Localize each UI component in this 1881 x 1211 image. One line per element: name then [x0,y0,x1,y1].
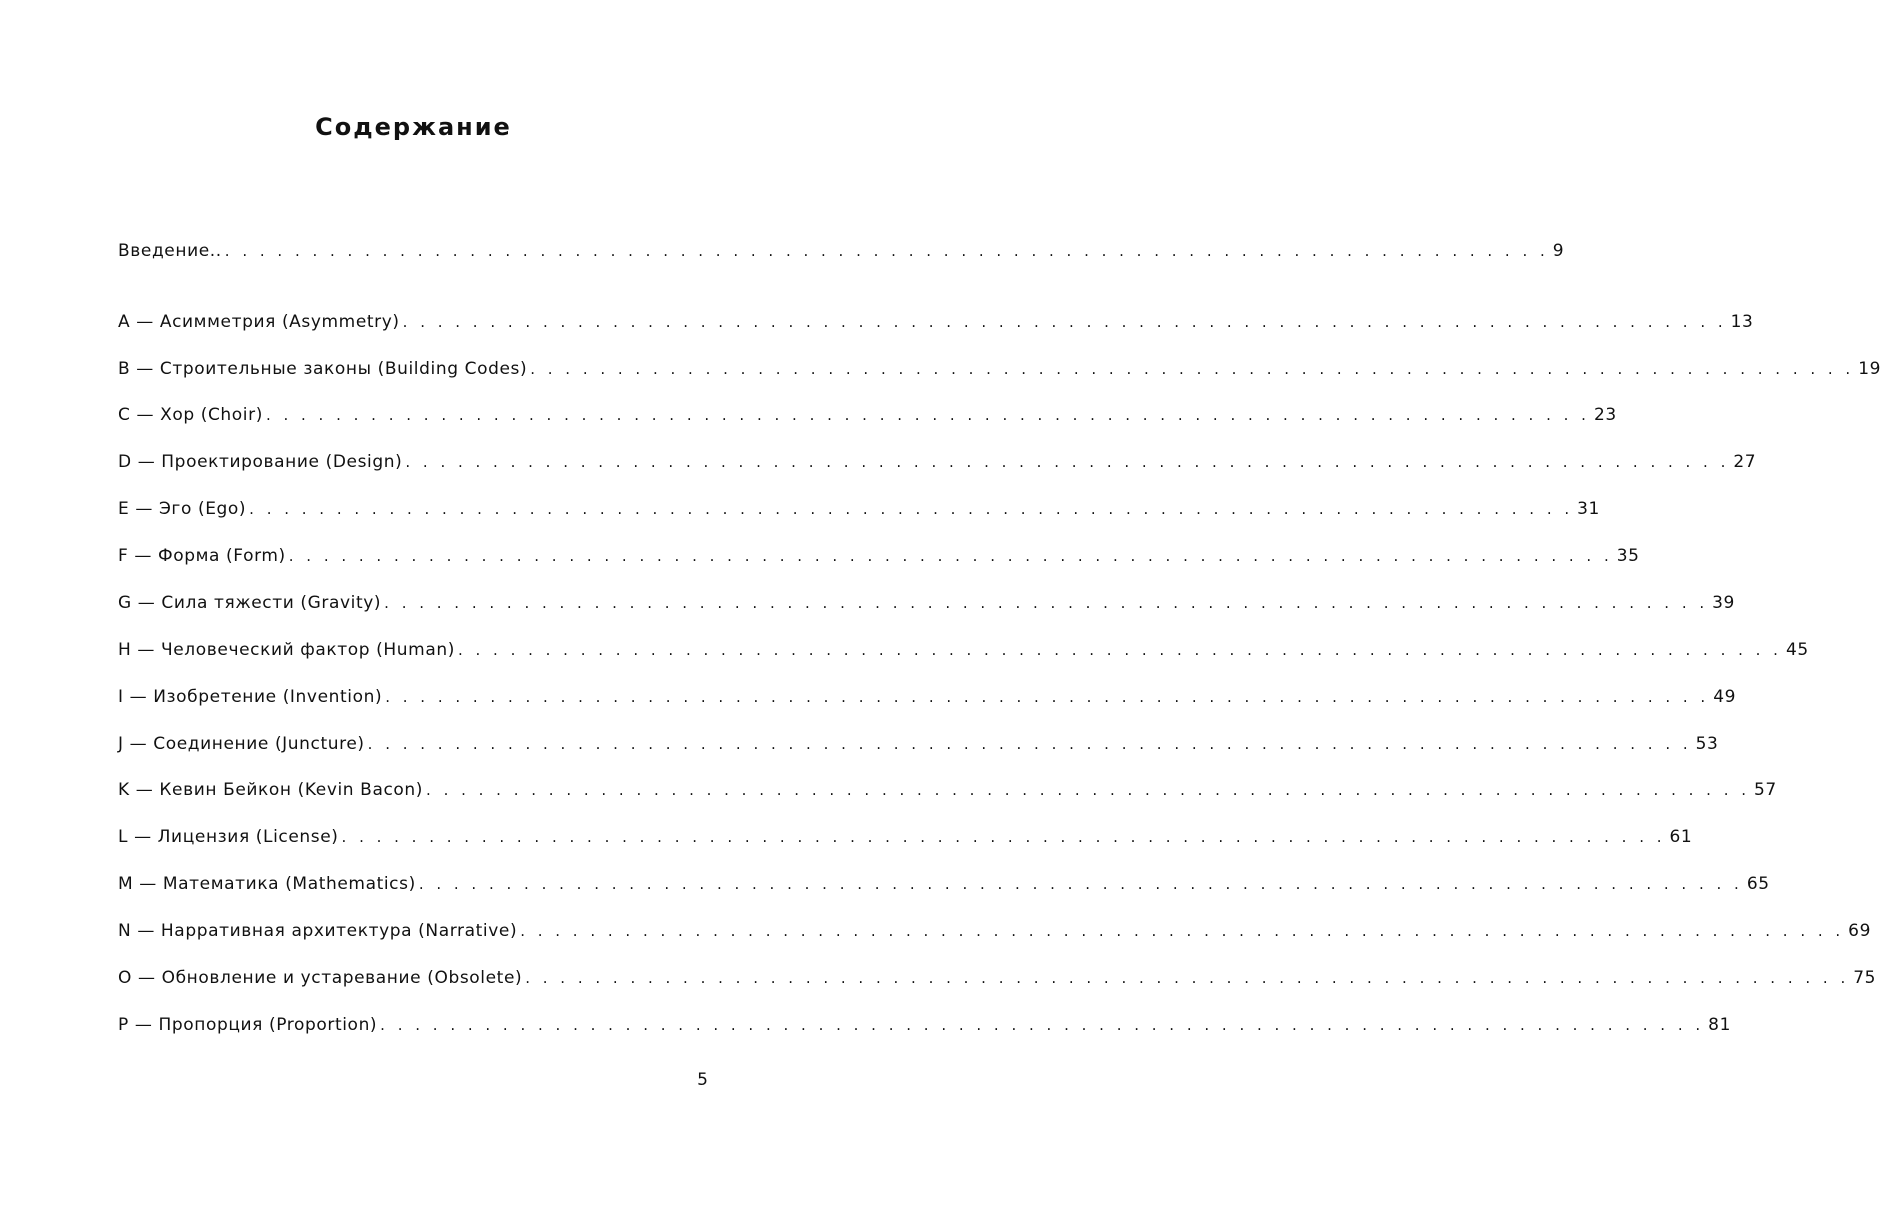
toc-entry-h[interactable] [118,637,1809,663]
toc-entry-page: 65 [1746,874,1770,894]
dot-leader: . . . . . . . . . . . . . . . . . . . . . . . . . . . . . . . . . . . . . . . . . . . . . . . . . . . . . . . . . . . . . . . . . . . . . . . . . . . . [249,500,1574,518]
dot-leader: . . . . . . . . . . . . . . . . . . . . . . . . . . . . . . . . . . . . . . . . . . . . . . . . . . . . . . . . . . . . . . . . . . . . . . . . . . . . [367,735,1692,753]
toc-entry-label: Введение.. [118,238,225,264]
toc-entry-page: 61 [1669,827,1693,847]
toc-entry-page: 69 [1848,921,1872,941]
toc-entry-label: E — Эго (Ego) [118,496,249,522]
toc-entry-c[interactable] [118,402,1617,428]
dot-leader: . . . . . . . . . . . . . . . . . . . . . . . . . . . . . . . . . . . . . . . . . . . . . . . . . . . . . . . . . . . . . . . . . . . . . . . . . . . . [426,781,1751,799]
toc-entry-j[interactable] [118,731,1719,757]
dot-leader: . . . . . . . . . . . . . . . . . . . . . . . . . . . . . . . . . . . . . . . . . . . . . . . . . . . . . . . . . . . . . . . . . . . . . . . . . . . . [520,922,1845,940]
toc-entry-d[interactable] [118,449,1757,475]
toc-entry-page: 39 [1712,593,1735,613]
dot-leader: . . . . . . . . . . . . . . . . . . . . . . . . . . . . . . . . . . . . . . . . . . . . . . . . . . . . . . . . . . . . . . . . . . . . . . . . . . . . [525,969,1850,987]
dot-leader: . . . . . . . . . . . . . . . . . . . . . . . . . . . . . . . . . . . . . . . . . . . . . . . . . . . . . . . . . . . . . . . . . . . . . . . . . . . . [288,547,1613,565]
dot-leader: . . . . . . . . . . . . . . . . . . . . . . . . . . . . . . . . . . . . . . . . . . . . . . . . . . . . . . . . . . . . . . . . . . . . . . . . . . . . [224,242,1549,260]
toc-entry-page: 75 [1853,968,1877,988]
toc-entry-page: 49 [1713,687,1737,707]
dot-leader: . . . . . . . . . . . . . . . . . . . . . . . . . . . . . . . . . . . . . . . . . . . . . . . . . . . . . . . . . . . . . . . . . . . . . . . . . . . . [380,1016,1705,1034]
toc-entry-label: N — Нарративная архитектура (Narrative) [118,918,520,944]
toc-entry-page: 57 [1754,780,1777,800]
toc-entry-k[interactable] [118,777,1777,803]
toc-entry-page: 27 [1733,452,1757,472]
toc-entry-label: M — Математика (Mathematics) [118,871,419,897]
toc-entry-label: K — Кевин Бейкон (Kevin Bacon) [118,777,426,803]
toc-entry-l[interactable] [118,824,1693,850]
toc-entry-page: 45 [1785,640,1809,660]
toc-entry-m[interactable] [118,871,1770,897]
page-title: Содержание [315,113,512,141]
toc-entry-label: F — Форма (Form) [118,543,289,569]
dot-leader: . . . . . . . . . . . . . . . . . . . . . . . . . . . . . . . . . . . . . . . . . . . . . . . . . . . . . . . . . . . . . . . . . . . . . . . . . . . . [405,453,1730,471]
toc-entry-page: 19 [1858,359,1881,379]
dot-leader: . . . . . . . . . . . . . . . . . . . . . . . . . . . . . . . . . . . . . . . . . . . . . . . . . . . . . . . . . . . . . . . . . . . . . . . . . . . . [265,406,1590,424]
toc-entry-label: D — Проектирование (Design) [118,449,405,475]
toc-entry-o[interactable] [118,965,1877,991]
toc-entry-label: L — Лицензия (License) [118,824,342,850]
toc-entry-label: C — Хор (Choir) [118,402,266,428]
toc-entry-page: 9 [1552,241,1565,261]
toc-entry-label: O — Обновление и устаревание (Obsolete) [118,965,525,991]
toc-entry-e[interactable] [118,496,1600,522]
toc-entry-label: B — Строительные законы (Building Codes) [118,356,530,382]
toc-entry-a[interactable] [118,309,1754,335]
table-of-contents [118,0,1881,1211]
toc-entry-page: 35 [1616,546,1640,566]
toc-entry-label: I — Изобретение (Invention) [118,684,385,710]
toc-entry-g[interactable] [118,590,1735,616]
dot-leader: . . . . . . . . . . . . . . . . . . . . . . . . . . . . . . . . . . . . . . . . . . . . . . . . . . . . . . . . . . . . . . . . . . . . . . . . . . . . [384,594,1709,612]
toc-entry-label: H — Человеческий фактор (Human) [118,637,458,663]
toc-entry-page: 31 [1577,499,1600,519]
toc-entry-p[interactable] [118,1012,1731,1038]
toc-entry-f[interactable] [118,543,1640,569]
dot-leader: . . . . . . . . . . . . . . . . . . . . . . . . . . . . . . . . . . . . . . . . . . . . . . . . . . . . . . . . . . . . . . . . . . . . . . . . . . . . [385,688,1710,706]
toc-entry-page: 53 [1695,734,1719,754]
toc-entry-page: 13 [1730,312,1754,332]
toc-entry-page: 81 [1708,1015,1731,1035]
toc-entry-i[interactable] [118,684,1737,710]
dot-leader: . . . . . . . . . . . . . . . . . . . . . . . . . . . . . . . . . . . . . . . . . . . . . . . . . . . . . . . . . . . . . . . . . . . . . . . . . . . . [341,828,1666,846]
toc-entry-label: G — Сила тяжести (Gravity) [118,590,384,616]
toc-entry-b[interactable] [118,356,1881,382]
dot-leader: . . . . . . . . . . . . . . . . . . . . . . . . . . . . . . . . . . . . . . . . . . . . . . . . . . . . . . . . . . . . . . . . . . . . . . . . . . . . [418,875,1743,893]
toc-entry-label: J — Соединение (Juncture) [118,731,368,757]
dot-leader: . . . . . . . . . . . . . . . . . . . . . . . . . . . . . . . . . . . . . . . . . . . . . . . . . . . . . . . . . . . . . . . . . . . . . . . . . . . . [402,313,1727,331]
toc-entry-n[interactable] [118,918,1872,944]
toc-entry-label: P — Пропорция (Proportion) [118,1012,380,1038]
page-number: 5 [697,1070,708,1090]
toc-entry-introduction[interactable] [118,238,1565,264]
dot-leader: . . . . . . . . . . . . . . . . . . . . . . . . . . . . . . . . . . . . . . . . . . . . . . . . . . . . . . . . . . . . . . . . . . . . . . . . . . . . [457,641,1782,659]
toc-entry-page: 23 [1593,405,1617,425]
toc-entry-label: A — Асимметрия (Asymmetry) [118,309,403,335]
dot-leader: . . . . . . . . . . . . . . . . . . . . . . . . . . . . . . . . . . . . . . . . . . . . . . . . . . . . . . . . . . . . . . . . . . . . . . . . . . . . [530,360,1855,378]
